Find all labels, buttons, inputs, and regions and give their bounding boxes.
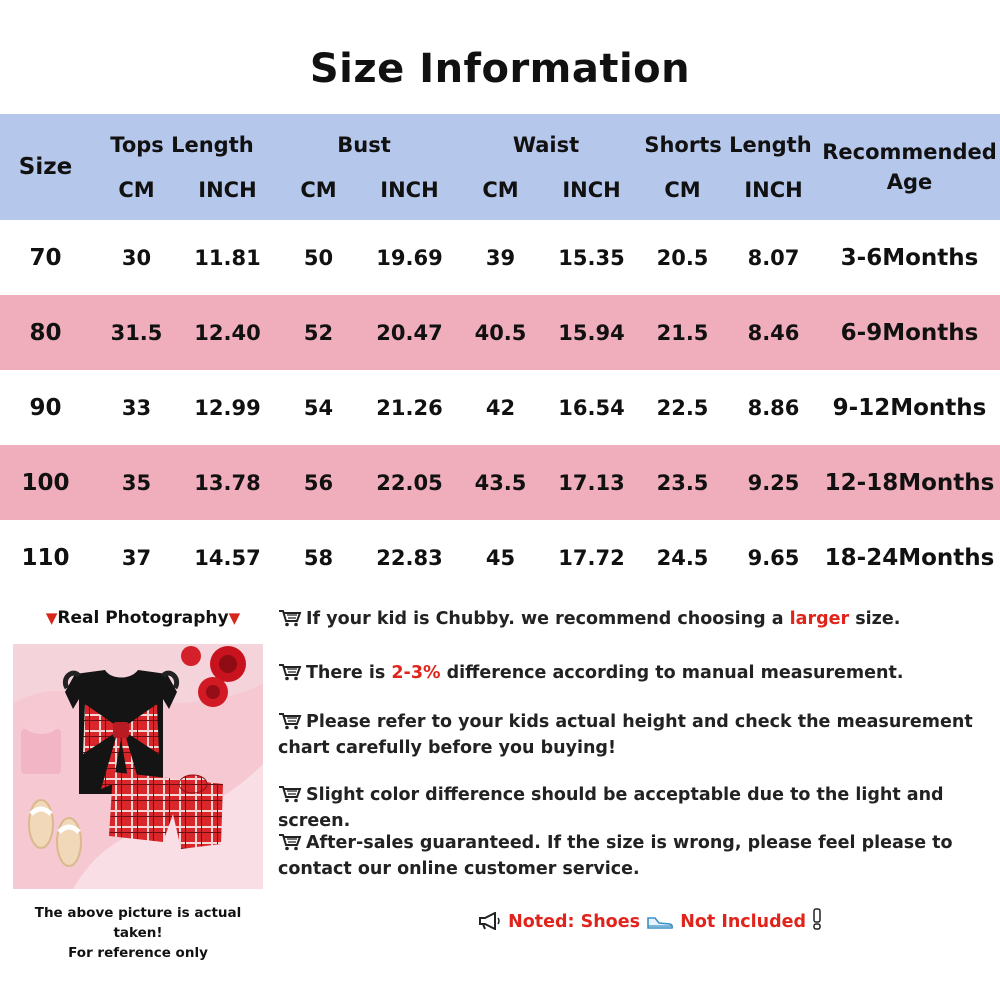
waist-cm-cell: 43.5 [474, 470, 527, 495]
bust-inch-cell: 19.69 [376, 245, 443, 270]
unit-inch-header: INCH [744, 178, 803, 202]
cart-icon [278, 833, 302, 851]
age-cell: 12-18Months [824, 469, 995, 496]
age-cell: 6-9Months [840, 319, 979, 346]
bust-cm-cell: 54 [303, 395, 334, 420]
tops-inch-cell: 13.78 [194, 470, 261, 495]
note-difference-text-b: difference according to manual measurement. [440, 663, 904, 683]
shorts-inch-cell: 8.86 [747, 395, 800, 420]
tops-inch-cell: 11.81 [194, 245, 261, 270]
exclamation-icon [812, 908, 822, 930]
waist-inch-cell: 17.13 [558, 470, 625, 495]
photo-caption-line2: For reference only [68, 945, 208, 961]
down-triangle-icon: ▼ [228, 609, 241, 627]
down-triangle-icon: ▼ [45, 609, 58, 627]
note-chubby-highlight: larger [789, 609, 850, 629]
bust-cm-cell: 58 [303, 545, 334, 570]
cart-icon [278, 663, 302, 681]
photo-heading-label: Real Photography [57, 608, 229, 628]
table-row [0, 520, 1000, 595]
tops-inch-cell: 12.99 [194, 395, 261, 420]
cart-icon [278, 785, 302, 803]
size-cell: 80 [29, 319, 62, 346]
note-chubby-text-b: size. [849, 609, 901, 629]
tops-cm-cell: 37 [121, 545, 152, 570]
note-refer-height [278, 709, 993, 761]
waist-inch-cell: 15.94 [558, 320, 625, 345]
unit-cm-header: CM [300, 178, 337, 202]
waist-inch-cell: 15.35 [558, 245, 625, 270]
megaphone-icon [478, 912, 502, 930]
size-cell: 100 [21, 469, 70, 496]
shorts-cm-cell: 24.5 [656, 545, 709, 570]
size-table [0, 114, 1000, 595]
shorts-cm-cell: 20.5 [656, 245, 709, 270]
shorts-inch-cell: 9.65 [747, 545, 800, 570]
note-after-sales-text: After-sales guaranteed. If the size is wrong, please feel please to contact our online customer service. [278, 833, 953, 879]
unit-inch-header: INCH [198, 178, 257, 202]
table-body [0, 220, 1000, 595]
table-row [0, 295, 1000, 370]
bust-inch-cell: 21.26 [376, 395, 443, 420]
unit-inch-header: INCH [380, 178, 439, 202]
cart-icon [278, 712, 302, 730]
note-color-difference [278, 782, 993, 834]
photo-caption [13, 903, 263, 963]
shoe-icon [646, 914, 674, 930]
shorts-length-header: Shorts Length [644, 133, 812, 157]
tops-inch-cell: 14.57 [194, 545, 261, 570]
age-cell: 3-6Months [840, 244, 979, 271]
bust-cm-cell: 56 [303, 470, 334, 495]
unit-cm-header: CM [118, 178, 155, 202]
waist-inch-cell: 17.72 [558, 545, 625, 570]
noted-shoes-text: Noted: Shoes [508, 912, 640, 932]
age-cell: 9-12Months [832, 394, 987, 421]
note-difference-highlight: 2-3% [391, 663, 441, 683]
page-title: Size Information [309, 46, 691, 92]
recommended-age-label: Recommended Age [822, 140, 997, 194]
table-header [0, 114, 1000, 220]
note-refer-height-text: Please refer to your kids actual height and check the measurement chart carefully before you buying! [278, 712, 973, 758]
bust-inch-cell: 22.05 [376, 470, 443, 495]
bust-cm-cell: 50 [303, 245, 334, 270]
shorts-inch-cell: 8.46 [747, 320, 800, 345]
product-photo [13, 644, 263, 889]
tops-inch-cell: 12.40 [194, 320, 261, 345]
shorts-inch-cell: 9.25 [747, 470, 800, 495]
tops-cm-cell: 33 [121, 395, 152, 420]
note-difference-text-a: There is [306, 663, 392, 683]
table-row [0, 220, 1000, 295]
waist-cm-cell: 45 [485, 545, 516, 570]
note-chubby [278, 606, 993, 632]
table-row [0, 370, 1000, 445]
tops-cm-cell: 31.5 [110, 320, 163, 345]
bust-cm-cell: 52 [303, 320, 334, 345]
cart-icon [278, 609, 302, 627]
unit-cm-header: CM [482, 178, 519, 202]
shorts-cm-cell: 23.5 [656, 470, 709, 495]
waist-header: Waist [512, 133, 580, 157]
waist-cm-cell: 42 [485, 395, 516, 420]
waist-cm-cell: 39 [485, 245, 516, 270]
note-chubby-text-a: If your kid is Chubby. we recommend choosing a [306, 609, 790, 629]
tops-cm-cell: 35 [121, 470, 152, 495]
shorts-cm-cell: 22.5 [656, 395, 709, 420]
table-row [0, 445, 1000, 520]
shorts-inch-cell: 8.07 [747, 245, 800, 270]
bust-inch-cell: 22.83 [376, 545, 443, 570]
product-photo-illustration [13, 644, 263, 889]
shoes-not-included-notice [478, 908, 822, 932]
unit-cm-header: CM [664, 178, 701, 202]
size-cell: 70 [29, 244, 62, 271]
age-cell: 18-24Months [824, 544, 995, 571]
size-cell: 110 [21, 544, 70, 571]
tops-cm-cell: 30 [121, 245, 152, 270]
recommended-age-header [819, 114, 1000, 220]
note-difference [278, 660, 993, 686]
noted-not-included-text: Not Included [680, 912, 807, 932]
waist-cm-cell: 40.5 [474, 320, 527, 345]
bust-inch-cell: 20.47 [376, 320, 443, 345]
photo-caption-line1: The above picture is actual taken! [34, 905, 242, 941]
size-header: Size [18, 154, 73, 180]
bust-header: Bust [337, 133, 391, 157]
unit-inch-header: INCH [562, 178, 621, 202]
shorts-cm-cell: 21.5 [656, 320, 709, 345]
waist-inch-cell: 16.54 [558, 395, 625, 420]
note-color-difference-text: Slight color difference should be acceptable due to the light and screen. [278, 785, 944, 831]
note-after-sales [278, 830, 993, 882]
size-cell: 90 [29, 394, 62, 421]
tops-length-header: Tops Length [110, 133, 254, 157]
photo-heading [38, 608, 248, 628]
